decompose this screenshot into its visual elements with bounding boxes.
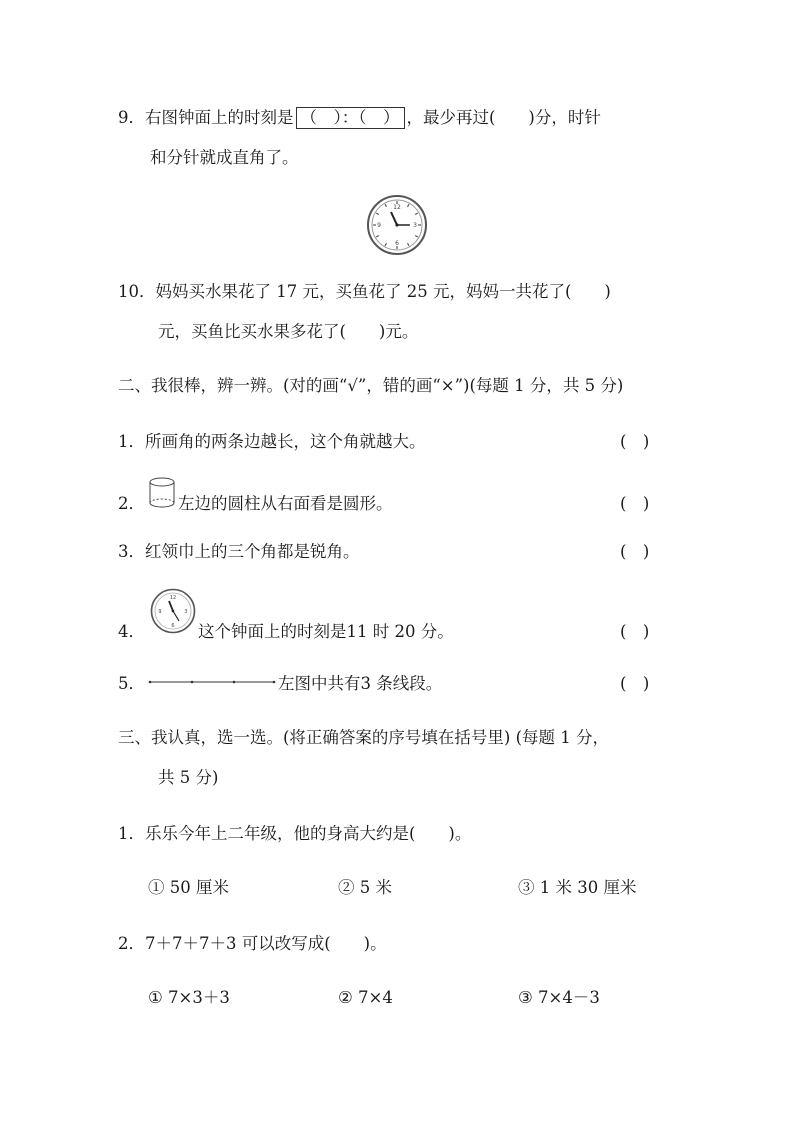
s2-item-4-answer[interactable]: ( ) [620, 622, 650, 641]
q9-line1 [118, 106, 601, 130]
s2-item-2 [118, 492, 145, 516]
s2-item-5-text: 左图中共有3 条线段。 [278, 674, 443, 693]
s2-item-5-number: 5． [118, 674, 145, 693]
q10-text-a: 妈妈买水果花了 17 元，买鱼花了 25 元，妈妈一共花了( ) [155, 282, 611, 301]
q9-line2 [150, 146, 299, 170]
s3-q2-option-3[interactable]: ③ 7×4－3 [518, 988, 600, 1007]
q9-number: 9． [118, 108, 145, 127]
s2-item-4-text: 这个钟面上的时刻是11 时 20 分。 [198, 622, 454, 641]
s3-q1-option-2[interactable]: ② 5 米 [338, 878, 392, 897]
s3-q1-option-1[interactable]: ① 50 厘米 [148, 878, 229, 897]
s2-item-3-text: 红领巾上的三个角都是锐角。 [145, 542, 360, 561]
q9-time-box[interactable]: （ ）：（ ） [296, 107, 405, 129]
s2-item-5-answer[interactable]: ( ) [620, 674, 650, 693]
s3-q2 [118, 932, 387, 956]
s2-item-2-text: 左边的圆柱从右面看是圆形。 [178, 494, 393, 513]
q9-text-a: 右图钟面上的时刻是 [145, 108, 294, 127]
s2-item-2-number: 2． [118, 494, 145, 513]
s2-item-3 [118, 540, 360, 564]
q10-text-b: 元，买鱼比买水果多花了( )元。 [158, 322, 419, 341]
q10-line2 [158, 320, 418, 344]
svg-text:6: 6 [395, 240, 399, 247]
s2-item-4 [118, 620, 145, 644]
q10-line1 [118, 280, 611, 304]
svg-text:6: 6 [171, 623, 175, 629]
s3-q2-option-2[interactable]: ② 7×4 [338, 988, 393, 1007]
svg-text:9: 9 [158, 609, 162, 615]
q9-text-c: 和分针就成直角了。 [150, 148, 299, 167]
s2-item-2-answer[interactable]: ( ) [620, 494, 650, 513]
s3-q2-number: 2． [118, 934, 145, 953]
q10-number: 10． [118, 282, 156, 301]
svg-text:12: 12 [169, 595, 177, 601]
clock-icon [366, 194, 428, 256]
s3-q1-text: 乐乐今年上二年级，他的身高大约是( )。 [145, 824, 472, 843]
svg-text:12: 12 [393, 204, 401, 211]
s2-item-1-number: 1． [118, 432, 145, 451]
s3-q1 [118, 822, 471, 846]
s2-item-3-answer[interactable]: ( ) [620, 542, 650, 561]
section3-heading-b: 共 5 分) [158, 768, 219, 787]
svg-text:9: 9 [377, 222, 381, 229]
s2-item-1 [118, 430, 426, 454]
s2-item-1-answer[interactable]: ( ) [620, 432, 650, 451]
line-segments-figure [148, 676, 276, 688]
section2-heading: 二、我很棒，辨一辨。(对的画“√”，错的画“×”)(每题 1 分，共 5 分) [118, 376, 624, 395]
q9-text-b: ，最少再过( )分，时针 [406, 108, 601, 127]
s2-item-5 [118, 672, 145, 696]
s3-q1-number: 1． [118, 824, 145, 843]
s2-item-3-number: 3． [118, 542, 145, 561]
svg-text:3: 3 [413, 222, 417, 229]
clock-icon [150, 588, 196, 634]
s2-item-1-text: 所画角的两条边越长，这个角就越大。 [145, 432, 426, 451]
s3-q2-text: 7＋7＋7＋3 可以改写成( )。 [145, 934, 387, 953]
svg-text:3: 3 [184, 609, 188, 615]
s3-q2-option-1[interactable]: ① 7×3＋3 [148, 988, 230, 1007]
cylinder-icon [148, 476, 176, 510]
s3-q1-option-3[interactable]: ③ 1 米 30 厘米 [518, 878, 637, 897]
s2-item-4-number: 4． [118, 622, 145, 641]
section3-heading-a: 三、我认真，选一选。(将正确答案的序号填在括号里) (每题 1 分， [118, 728, 610, 747]
